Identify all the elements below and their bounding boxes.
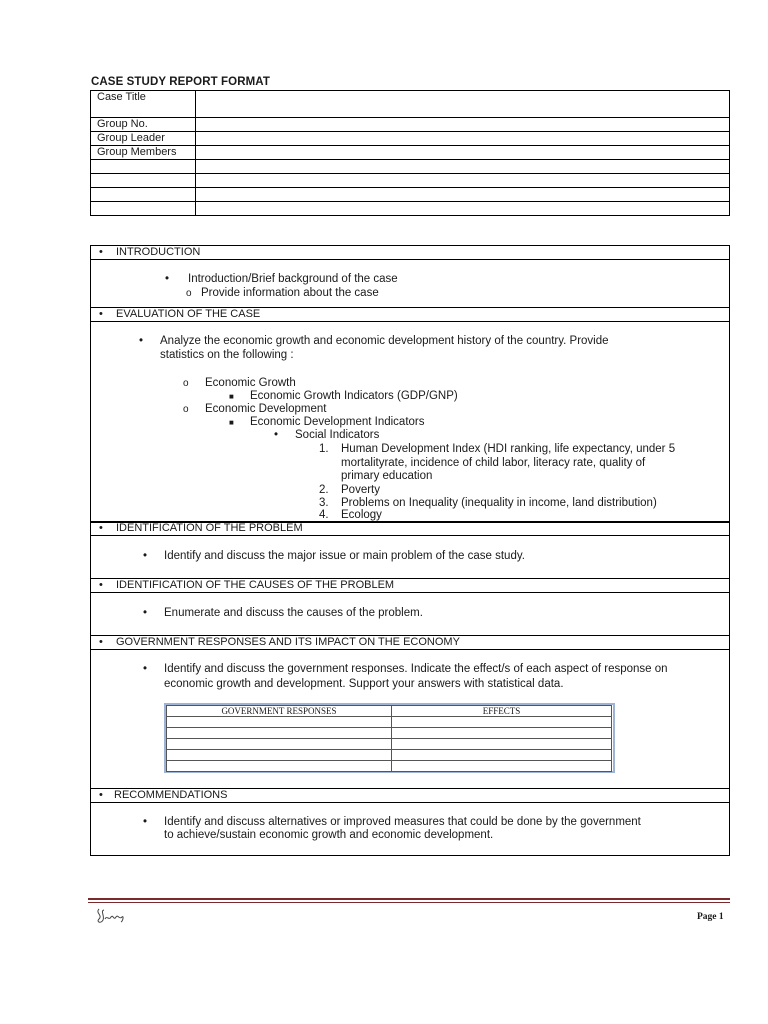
bullet-icon: • — [99, 522, 103, 534]
table-cell[interactable] — [167, 761, 392, 772]
table-cell[interactable] — [392, 728, 612, 739]
list-number: 3. — [319, 497, 329, 509]
list-item-line: Poverty — [341, 484, 380, 496]
government-bullet-line: Identify and discuss the government responses. Indicate the effect/s of each aspect of response on — [164, 663, 668, 675]
member-row-label — [91, 188, 196, 202]
list-item-line: mortalityrate, incidence of child labor, literacy rate, quality of — [341, 457, 646, 469]
section-title: EVALUATION OF THE CASE — [116, 308, 261, 320]
bullet-icon: • — [99, 246, 103, 258]
group-leader-field[interactable] — [196, 132, 730, 146]
member-row-field[interactable] — [196, 188, 730, 202]
bullet-icon: • — [143, 550, 148, 562]
hollow-bullet-icon: o — [183, 404, 189, 415]
evaluation-bullet-line: statistics on the following : — [160, 349, 294, 361]
recommendations-bullet-line: Identify and discuss alternatives or improved measures that could be done by the government — [164, 816, 641, 828]
table-cell[interactable] — [167, 717, 392, 728]
government-bullet-line: economic growth and development. Support your answers with statistical data. — [164, 678, 564, 690]
growth-indicators-item: Economic Growth Indicators (GDP/GNP) — [250, 390, 458, 402]
member-row-label — [91, 174, 196, 188]
table-cell[interactable] — [392, 761, 612, 772]
group-members-label: Group Members — [91, 146, 196, 160]
bullet-icon: • — [99, 308, 103, 320]
bullet-icon: • — [139, 335, 144, 347]
section-title: INTRODUCTION — [116, 246, 201, 258]
case-title-field[interactable] — [196, 91, 730, 118]
section-title: IDENTIFICATION OF THE PROBLEM — [116, 522, 303, 534]
recommendations-bullet-line: to achieve/sustain economic growth and economic development. — [164, 829, 494, 841]
page-number: Page 1 — [697, 912, 724, 922]
economic-development-item: Economic Development — [205, 403, 327, 415]
section-header-causes — [90, 578, 730, 593]
section-title: GOVERNMENT RESPONSES AND ITS IMPACT ON THE ECONOMY — [116, 636, 460, 648]
government-responses-table — [166, 705, 612, 772]
intro-bullet: Introduction/Brief background of the case — [188, 273, 398, 285]
list-item-line: Problems on Inequality (inequality in income, land distribution) — [341, 497, 657, 509]
list-item-line: primary education — [341, 470, 433, 482]
evaluation-bullet-line: Analyze the economic growth and economic development history of the country. Provide — [160, 335, 609, 347]
bullet-icon: • — [99, 579, 103, 591]
bullet-icon: • — [165, 273, 170, 285]
group-no-label: Group No. — [91, 118, 196, 132]
social-indicators-item: Social Indicators — [295, 429, 380, 441]
list-item-line: Human Development Index (HDI ranking, life expectancy, under 5 — [341, 443, 676, 455]
development-indicators-item: Economic Development Indicators — [250, 416, 425, 428]
bullet-icon: • — [143, 607, 148, 619]
page-title: CASE STUDY REPORT FORMAT — [91, 76, 270, 88]
member-row-field[interactable] — [196, 160, 730, 174]
square-bullet-icon: ■ — [229, 418, 234, 427]
member-row-field[interactable] — [196, 174, 730, 188]
section-title: RECOMMENDATIONS — [114, 789, 228, 801]
list-number: 1. — [319, 443, 329, 455]
list-number: 2. — [319, 484, 329, 496]
section-header-introduction — [90, 245, 730, 260]
table-header-effects: EFFECTS — [392, 706, 612, 717]
problem-bullet: Identify and discuss the major issue or main problem of the case study. — [164, 550, 525, 562]
bullet-icon: • — [274, 429, 279, 441]
section-header-recommendations — [90, 788, 730, 803]
intro-sub-bullet: Provide information about the case — [201, 287, 379, 299]
member-row-label — [91, 202, 196, 216]
group-leader-label: Group Leader — [91, 132, 196, 146]
square-bullet-icon: ■ — [229, 392, 234, 401]
section-header-government — [90, 635, 730, 650]
bullet-icon: • — [99, 636, 103, 648]
section-body-introduction — [90, 260, 730, 308]
signature-logo-icon — [95, 905, 127, 927]
economic-growth-item: Economic Growth — [205, 377, 296, 389]
bullet-icon: • — [99, 789, 103, 801]
footer-rule — [88, 898, 730, 900]
table-cell[interactable] — [167, 728, 392, 739]
table-cell[interactable] — [392, 750, 612, 761]
member-row-label — [91, 160, 196, 174]
group-no-field[interactable] — [196, 118, 730, 132]
table-header-responses: GOVERNMENT RESPONSES — [167, 706, 392, 717]
hollow-bullet-icon: o — [183, 378, 189, 389]
hollow-bullet-icon: o — [186, 288, 192, 299]
list-number: 4. — [319, 509, 329, 521]
section-title: IDENTIFICATION OF THE CAUSES OF THE PROBLEM — [116, 579, 395, 591]
table-cell[interactable] — [167, 750, 392, 761]
bullet-icon: • — [143, 663, 148, 675]
group-members-field[interactable] — [196, 146, 730, 160]
table-cell[interactable] — [167, 739, 392, 750]
case-title-label: Case Title — [91, 91, 196, 118]
footer-rule — [88, 902, 730, 903]
table-cell[interactable] — [392, 717, 612, 728]
group-info-table — [90, 90, 730, 216]
section-header-evaluation — [90, 307, 730, 322]
table-cell[interactable] — [392, 739, 612, 750]
bullet-icon: • — [143, 816, 148, 828]
list-item-line: Ecology — [341, 509, 382, 521]
member-row-field[interactable] — [196, 202, 730, 216]
section-header-problem — [90, 521, 730, 536]
causes-bullet: Enumerate and discuss the causes of the problem. — [164, 607, 423, 619]
